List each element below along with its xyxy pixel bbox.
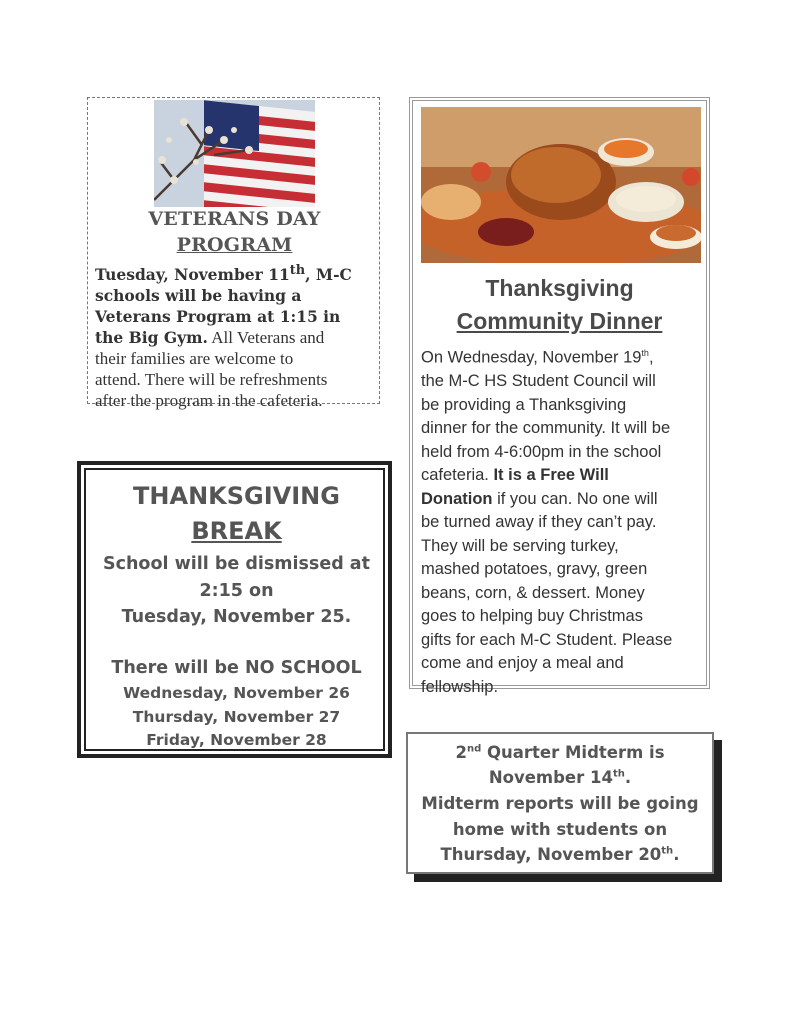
veterans-date: Tuesday, November 11 (95, 265, 290, 285)
veterans-title-line2: PROGRAM (176, 234, 293, 256)
dinner-body: On Wednesday, November 19th, the M-C HS Student Council will be providing a Thanksgiving dinner for the community. It will be held from 4-6:00pm in the school cafeteria. It is a Free Will Donation if you can. No one will be turned away if they can’t pay. They will be serving turkey, mashed potatoes, gravy, green beans, corn, & dessert. Money goes to helping buy Christmas gifts for each M-C Student. Please come and enjoy a meal and fellowship. (421, 348, 673, 696)
thanksgiving-break-inner-border (84, 468, 385, 751)
midterm-line2: November 14th. (488, 768, 632, 787)
no-school-date-1: Wednesday, November 26 (123, 684, 350, 702)
veterans-title-line1: VETERANS DAY (148, 208, 321, 230)
veterans-body: Tuesday, November 11th, M-C schools will be having a Veterans Program at 1:15 in the Big Gym. All Veterans and their families are welcome to attend. There will be refreshments after the program in the cafeteria. (95, 263, 352, 411)
thanksgiving-break-notice (77, 461, 392, 758)
veterans-day-notice (87, 97, 380, 411)
midterm-line3: Midterm reports will be going (421, 794, 699, 813)
break-time-line: 2:15 on (199, 581, 274, 601)
no-school-line: There will be NO SCHOOL (111, 658, 362, 678)
midterm-notice (406, 732, 714, 874)
midterm-line5: Thursday, November 20th. (440, 845, 680, 864)
thanksgiving-dinner-photo (421, 107, 701, 263)
midterm-line1: 2nd Quarter Midterm is (455, 743, 665, 762)
thanksgiving-dinner-notice (409, 97, 710, 696)
break-dismiss-line: School will be dismissed at (103, 554, 370, 574)
midterm-line4: home with students on (452, 820, 668, 839)
no-school-date-2: Thursday, November 27 (132, 708, 341, 726)
break-title-line2: BREAK (191, 517, 282, 545)
no-school-date-3: Friday, November 28 (146, 731, 327, 749)
break-date-line: Tuesday, November 25. (121, 607, 352, 627)
dinner-title-line2: Community Dinner (456, 308, 663, 334)
dinner-title-line1: Thanksgiving (485, 275, 634, 301)
american-flag-photo (154, 100, 315, 207)
break-title-line1: THANKSGIVING (133, 482, 340, 510)
